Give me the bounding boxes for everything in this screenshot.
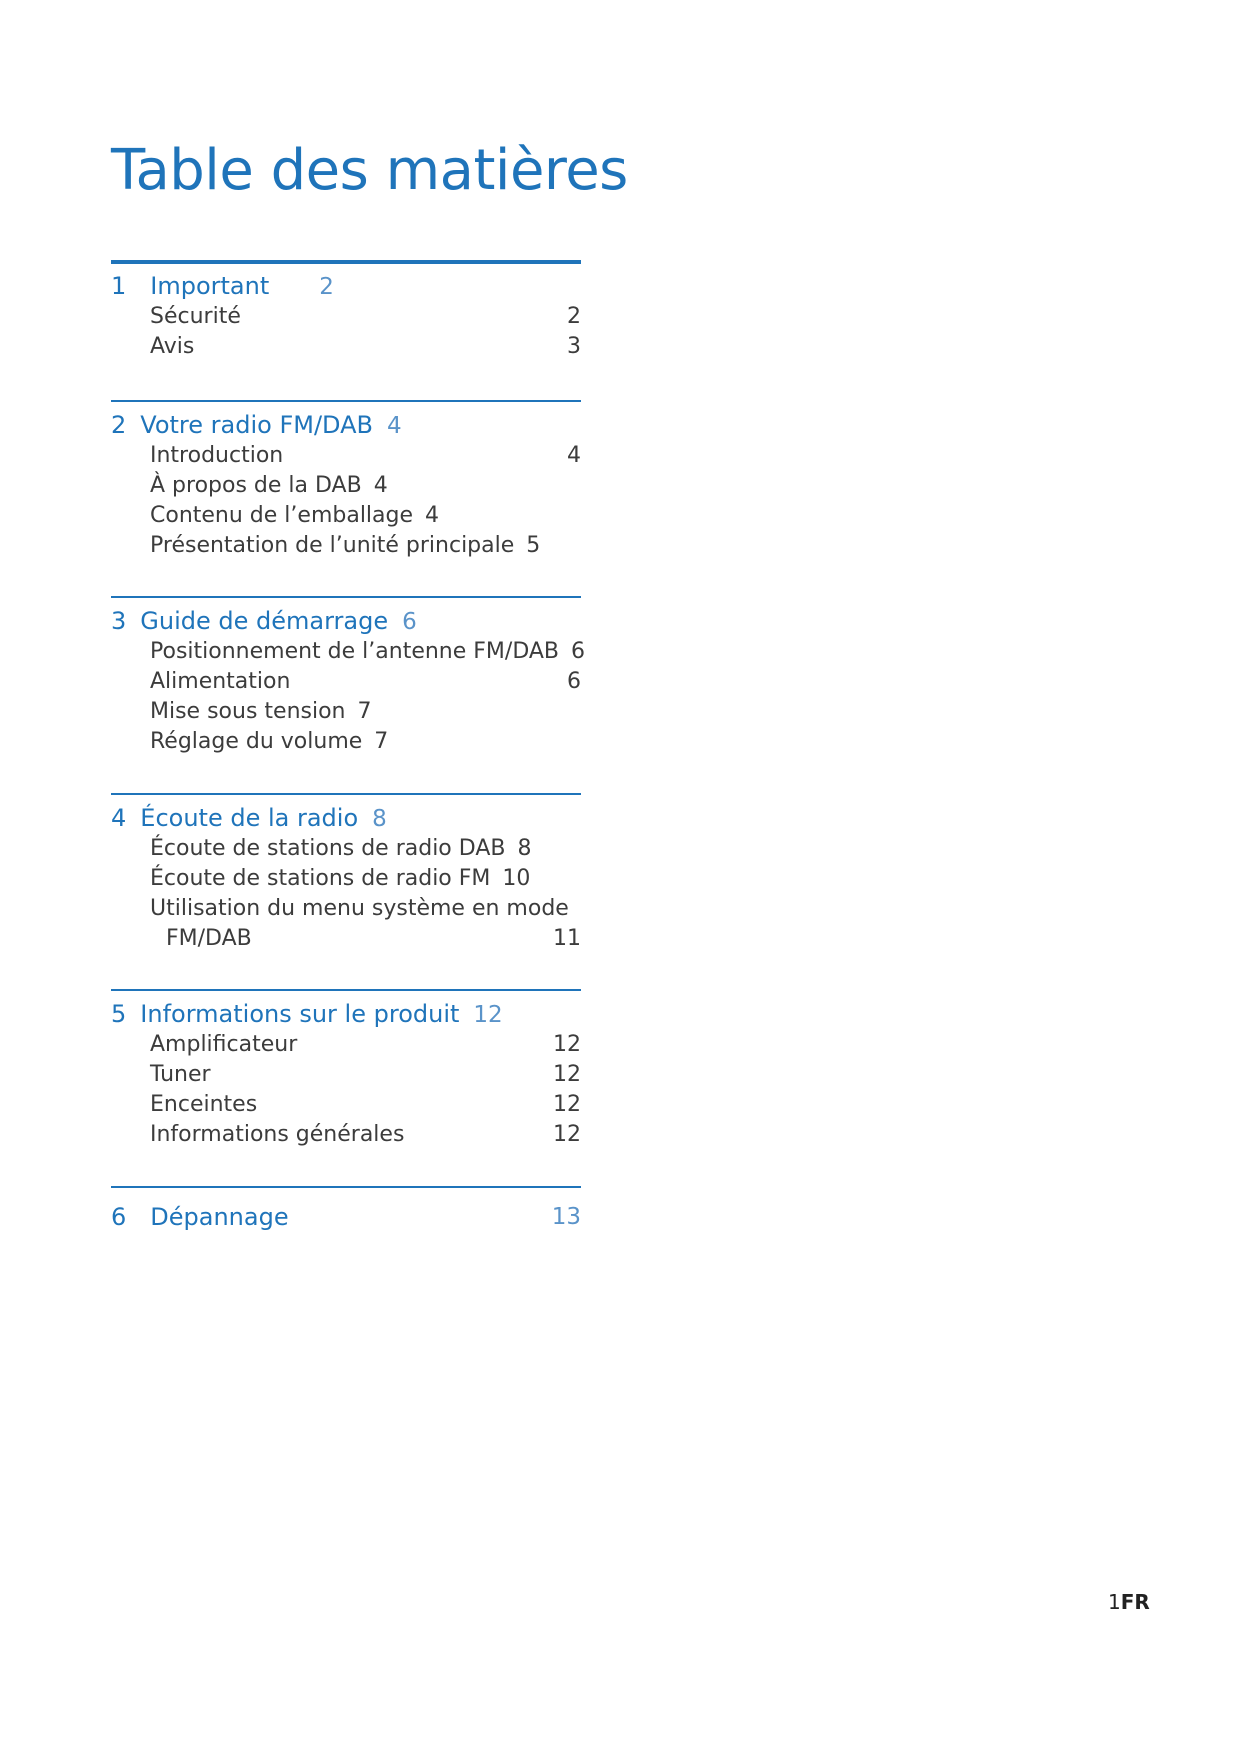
toc-entry[interactable]: [150, 332, 581, 362]
entry-page: 10: [502, 866, 531, 891]
title-divider: [111, 260, 581, 264]
toc-entry-continuation[interactable]: [166, 924, 581, 954]
section-title: Informations sur le produit: [140, 1000, 460, 1028]
toc-entry[interactable]: [150, 471, 581, 501]
toc-entry[interactable]: [150, 1060, 581, 1090]
page-title: Table des matières: [111, 138, 628, 203]
entry-title: Introduction: [150, 443, 284, 468]
section-divider: [111, 596, 581, 598]
section-page: 13: [551, 1204, 581, 1230]
entry-page: 12: [553, 1032, 581, 1057]
toc-entry[interactable]: [150, 834, 581, 864]
entry-title: Enceintes: [150, 1092, 258, 1117]
toc-entry[interactable]: [150, 864, 581, 894]
toc-entry[interactable]: [150, 1030, 581, 1060]
entry-title: Sécurité: [150, 304, 241, 329]
entry-page: 8: [517, 836, 532, 861]
section-number: 6: [111, 1203, 127, 1231]
entry-page: 4: [425, 503, 440, 528]
section-page: 12: [473, 1002, 503, 1028]
entry-page: 12: [553, 1122, 581, 1147]
toc-section-heading[interactable]: [111, 606, 417, 637]
entry-page: 7: [374, 729, 389, 754]
entry-title: Présentation de l’unité principale: [150, 533, 515, 558]
section-divider: [111, 793, 581, 795]
entry-page: 7: [357, 699, 372, 724]
section-title: Dépannage: [150, 1203, 289, 1231]
section-title: Guide de démarrage: [140, 607, 389, 635]
section-page: 6: [402, 609, 417, 635]
entry-title-continuation: FM/DAB: [166, 926, 252, 951]
section-page: 8: [372, 806, 387, 832]
entry-title: Positionnement de l’antenne FM/DAB: [150, 639, 560, 664]
entry-title: Écoute de stations de radio DAB: [150, 836, 506, 861]
entry-page: 4: [373, 473, 388, 498]
entry-page: 4: [567, 443, 581, 468]
toc-entry[interactable]: [150, 1120, 581, 1150]
toc-entry[interactable]: [150, 727, 581, 757]
entry-title: Amplificateur: [150, 1032, 298, 1057]
page-number: 1: [1108, 1590, 1121, 1614]
page-footer: [1108, 1590, 1150, 1614]
toc-section-heading[interactable]: [111, 803, 387, 834]
toc-section-heading[interactable]: [111, 1202, 581, 1232]
section-divider: [111, 400, 581, 402]
toc-entry[interactable]: [150, 531, 581, 561]
section-divider: [111, 1186, 581, 1188]
toc-section-heading[interactable]: [111, 999, 503, 1030]
toc-entry[interactable]: [150, 302, 581, 332]
section-page: 2: [319, 274, 334, 300]
entry-title: Tuner: [150, 1062, 211, 1087]
section-divider: [111, 989, 581, 991]
toc-entry[interactable]: [150, 697, 581, 727]
section-number: 2: [111, 411, 127, 439]
entry-page: 11: [553, 926, 581, 951]
section-number: 4: [111, 804, 127, 832]
section-number: 3: [111, 607, 127, 635]
entry-page: 5: [526, 533, 541, 558]
section-title: Votre radio FM/DAB: [140, 411, 373, 439]
toc-entry[interactable]: [150, 1090, 581, 1120]
toc-entry[interactable]: [150, 637, 586, 667]
toc-entry[interactable]: [150, 894, 581, 924]
entry-page: 3: [567, 334, 581, 359]
section-number: 5: [111, 1000, 127, 1028]
entry-title: Mise sous tension: [150, 699, 346, 724]
toc-section-heading[interactable]: [111, 410, 402, 441]
section-title: Important: [150, 272, 270, 300]
entry-page: 2: [567, 304, 581, 329]
toc-entry[interactable]: [150, 501, 581, 531]
section-page: 4: [387, 413, 402, 439]
entry-title: Contenu de l’emballage: [150, 503, 414, 528]
section-title: Écoute de la radio: [140, 804, 359, 832]
entry-title: Écoute de stations de radio FM: [150, 866, 491, 891]
entry-title: Avis: [150, 334, 195, 359]
section-number: 1: [111, 272, 127, 300]
entry-title: Utilisation du menu système en mode: [150, 896, 569, 921]
toc-section-heading[interactable]: [111, 271, 334, 302]
entry-page: 6: [571, 639, 586, 664]
entry-title: Informations générales: [150, 1122, 405, 1147]
entry-page: 12: [553, 1062, 581, 1087]
toc-entry[interactable]: [150, 441, 581, 471]
entry-title: À propos de la DAB: [150, 473, 362, 498]
entry-page: 6: [567, 669, 581, 694]
toc-entry[interactable]: [150, 667, 581, 697]
entry-page: 12: [553, 1092, 581, 1117]
entry-title: Alimentation: [150, 669, 291, 694]
entry-title: Réglage du volume: [150, 729, 363, 754]
language-code: FR: [1120, 1590, 1150, 1614]
